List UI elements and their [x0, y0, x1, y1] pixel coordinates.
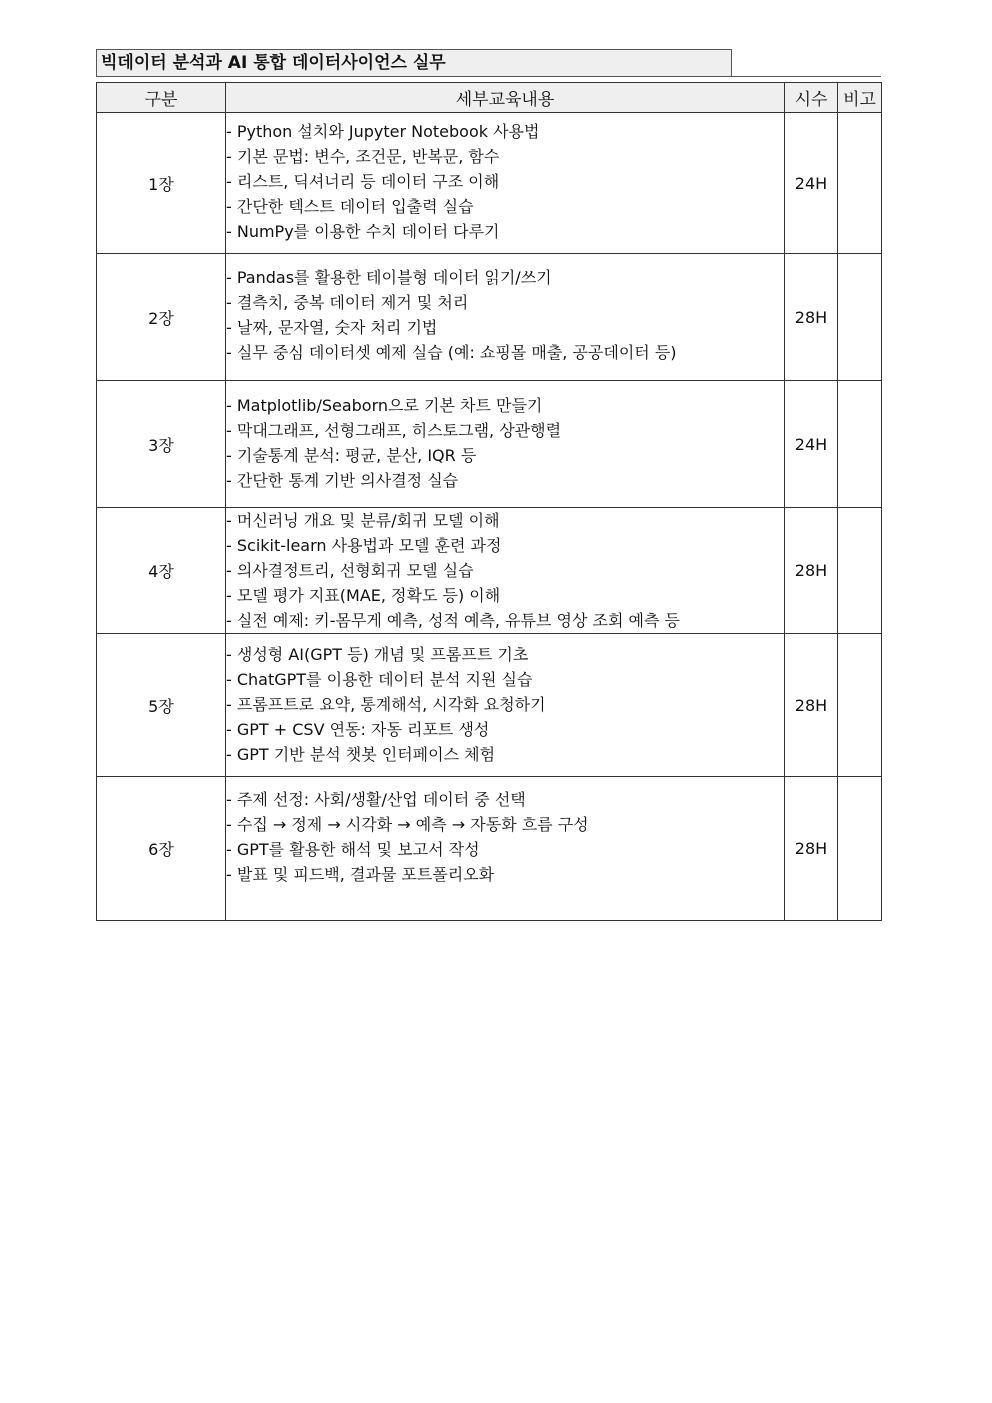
chapter-cell: 3장: [97, 381, 226, 508]
content-line: - 생성형 AI(GPT 등) 개념 및 프롬프트 기초: [226, 645, 529, 664]
table-row: [97, 113, 882, 254]
header-note: 비고: [838, 83, 882, 113]
note-cell: [838, 777, 882, 921]
content-line: - 실전 예제: 키-몸무게 예측, 성적 예측, 유튜브 영상 조회 예측 등: [226, 611, 680, 630]
header-content: 세부교육내용: [226, 83, 785, 113]
note-cell: [838, 113, 882, 254]
hours-cell: 28H: [785, 777, 838, 921]
hours-cell: 28H: [785, 508, 838, 634]
content-line: - 머신러닝 개요 및 분류/회귀 모델 이해: [226, 511, 500, 530]
content-line: - 발표 및 피드백, 결과물 포트폴리오화: [226, 865, 495, 884]
content-cell: [226, 634, 785, 777]
table-row: [97, 254, 882, 381]
note-cell: [838, 508, 882, 634]
hours-cell: 24H: [785, 113, 838, 254]
content-line: - 리스트, 딕셔너리 등 데이터 구조 이해: [226, 172, 500, 191]
content-line: - GPT를 활용한 해석 및 보고서 작성: [226, 840, 480, 859]
table-row: [97, 381, 882, 508]
content-line: - Python 설치와 Jupyter Notebook 사용법: [226, 122, 540, 141]
content-line: - Pandas를 활용한 테이블형 데이터 읽기/쓰기: [226, 268, 552, 287]
content-line: - GPT 기반 분석 챗봇 인터페이스 체험: [226, 745, 496, 764]
table-row: [97, 508, 882, 634]
content-line: - 모델 평가 지표(MAE, 정확도 등) 이해: [226, 586, 501, 605]
content-line: - 간단한 통계 기반 의사결정 실습: [226, 471, 459, 490]
table-row: [97, 634, 882, 777]
content-line: - 날짜, 문자열, 숫자 처리 기법: [226, 318, 438, 337]
content-cell: [226, 254, 785, 381]
content-line: - 기술통계 분석: 평균, 분산, IQR 등: [226, 446, 477, 465]
content-line: - 의사결정트리, 선형회귀 모델 실습: [226, 561, 474, 580]
content-cell: [226, 381, 785, 508]
content-line: - GPT + CSV 연동: 자동 리포트 생성: [226, 720, 490, 739]
content-line: - 간단한 텍스트 데이터 입출력 실습: [226, 197, 474, 216]
content-line: - 수집 → 정제 → 시각화 → 예측 → 자동화 흐름 구성: [226, 815, 589, 834]
content-line: - 기본 문법: 변수, 조건문, 반복문, 함수: [226, 147, 500, 166]
note-cell: [838, 381, 882, 508]
chapter-cell: 4장: [97, 508, 226, 634]
content-line: - ChatGPT를 이용한 데이터 분석 지원 실습: [226, 670, 533, 689]
curriculum-table: [96, 82, 882, 921]
content-line: - 막대그래프, 선형그래프, 히스토그램, 상관행렬: [226, 421, 562, 440]
hours-cell: 28H: [785, 254, 838, 381]
note-cell: [838, 634, 882, 777]
content-cell: [226, 777, 785, 921]
table-row: [97, 777, 882, 921]
content-line: - Scikit-learn 사용법과 모델 훈련 과정: [226, 536, 502, 555]
chapter-cell: 6장: [97, 777, 226, 921]
chapter-cell: 2장: [97, 254, 226, 381]
content-line: - 실무 중심 데이터셋 예제 실습 (예: 쇼핑몰 매출, 공공데이터 등): [226, 343, 677, 362]
page-title: 빅데이터 분석과 AI 통합 데이터사이언스 실무: [96, 49, 732, 76]
header-hours: 시수: [785, 83, 838, 113]
content-line: - 주제 선정: 사회/생활/산업 데이터 중 선택: [226, 790, 526, 809]
note-cell: [838, 254, 882, 381]
hours-cell: 24H: [785, 381, 838, 508]
header-chapter: 구분: [97, 83, 226, 113]
chapter-cell: 5장: [97, 634, 226, 777]
content-line: - NumPy를 이용한 수치 데이터 다루기: [226, 222, 500, 241]
title-divider: [96, 76, 881, 77]
content-cell: [226, 113, 785, 254]
hours-cell: 28H: [785, 634, 838, 777]
table-header-row: [97, 83, 882, 113]
chapter-cell: 1장: [97, 113, 226, 254]
content-cell: [226, 508, 785, 634]
content-line: - Matplotlib/Seaborn으로 기본 차트 만들기: [226, 396, 543, 415]
content-line: - 프롬프트로 요약, 통계해석, 시각화 요청하기: [226, 695, 546, 714]
content-line: - 결측치, 중복 데이터 제거 및 처리: [226, 293, 469, 312]
